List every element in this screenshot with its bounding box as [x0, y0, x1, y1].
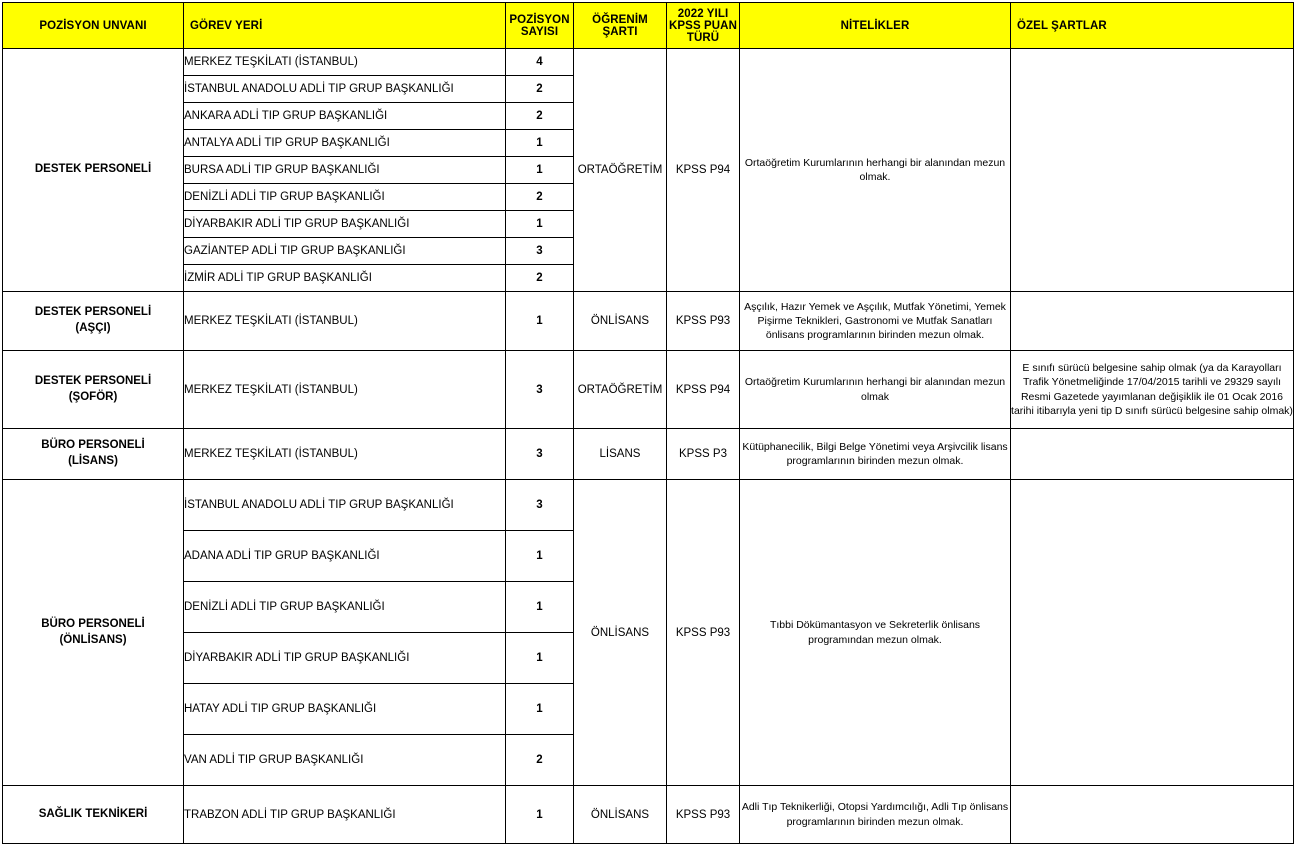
position-title-cell	[3, 480, 184, 786]
count-cell: 2	[506, 76, 574, 103]
table-body	[3, 49, 1294, 844]
workplace-cell: DİYARBAKIR ADLİ TIP GRUP BAŞKANLIĞI	[184, 211, 506, 238]
header-education: ÖĞRENİM ŞARTI	[574, 3, 667, 49]
header-kpss-line2: KPSS PUAN	[669, 19, 737, 32]
count-cell: 1	[506, 130, 574, 157]
workplace-cell: ANKARA ADLİ TIP GRUP BAŞKANLIĞI	[184, 103, 506, 130]
education-cell: ÖNLİSANS	[574, 480, 667, 786]
header-special-conditions: ÖZEL ŞARTLAR	[1011, 3, 1294, 49]
special-conditions-cell	[1011, 786, 1294, 844]
score-type-cell: KPSS P94	[667, 351, 740, 429]
position-title-line1: SAĞLIK TEKNİKERİ	[38, 807, 148, 820]
table-row	[3, 292, 1294, 351]
header-kpss-line1: 2022 YILI	[677, 7, 729, 20]
education-cell: ORTAÖĞRETİM	[574, 49, 667, 292]
workplace-cell: İSTANBUL ANADOLU ADLİ TIP GRUP BAŞKANLIĞI	[184, 480, 506, 531]
score-type-cell: KPSS P93	[667, 292, 740, 351]
workplace-cell: ANTALYA ADLİ TIP GRUP BAŞKANLIĞI	[184, 130, 506, 157]
table-header	[3, 3, 1294, 49]
count-cell: 2	[506, 265, 574, 292]
count-cell: 1	[506, 786, 574, 844]
position-title-line1: BÜRO PERSONELİ	[41, 617, 145, 630]
count-cell: 1	[506, 582, 574, 633]
count-cell: 1	[506, 531, 574, 582]
workplace-cell: GAZİANTEP ADLİ TIP GRUP BAŞKANLIĞI	[184, 238, 506, 265]
count-cell: 2	[506, 184, 574, 211]
special-conditions-cell	[1011, 429, 1294, 480]
special-conditions-cell: E sınıfı sürücü belgesine sahip olmak (ya da Karayolları Trafik Yönetmeliğinde 17/04/2015 tarihli ve 29329 sayılı Resmi Gazetede yayımlanan değişiklik ile 01 Ocak 2016 tarihi itibarıyla yeni tip D sınıfı sürücü belgesine sahip olmak)	[1011, 351, 1294, 429]
header-row	[3, 3, 1294, 49]
position-title-line2: (AŞÇI)	[75, 322, 111, 334]
workplace-cell: BURSA ADLİ TIP GRUP BAŞKANLIĞI	[184, 157, 506, 184]
count-cell: 1	[506, 684, 574, 735]
workplace-cell: İZMİR ADLİ TIP GRUP BAŞKANLIĞI	[184, 265, 506, 292]
workplace-cell: MERKEZ TEŞKİLATI (İSTANBUL)	[184, 351, 506, 429]
header-position-title: POZİSYON UNVANI	[3, 3, 184, 49]
count-cell: 1	[506, 211, 574, 238]
header-kpss-score-type	[667, 3, 740, 49]
workplace-cell: MERKEZ TEŞKİLATI (İSTANBUL)	[184, 429, 506, 480]
table-row	[3, 429, 1294, 480]
position-title-cell	[3, 292, 184, 351]
workplace-cell: TRABZON ADLİ TIP GRUP BAŞKANLIĞI	[184, 786, 506, 844]
qualifications-cell: Tıbbi Dökümantasyon ve Sekreterlik önlisans programından mezun olmak.	[740, 480, 1011, 786]
count-cell: 3	[506, 238, 574, 265]
position-title-line2: (ÖNLİSANS)	[59, 633, 127, 646]
education-cell: ÖNLİSANS	[574, 292, 667, 351]
qualifications-cell: Adli Tıp Teknikerliği, Otopsi Yardımcılığı, Adli Tıp önlisans programlarının birinden mezun olmak.	[740, 786, 1011, 844]
header-qualifications: NİTELİKLER	[740, 3, 1011, 49]
workplace-cell: MERKEZ TEŞKİLATI (İSTANBUL)	[184, 292, 506, 351]
position-title-line1: DESTEK PERSONELİ	[34, 374, 152, 387]
count-cell: 1	[506, 633, 574, 684]
position-title-line2: (LİSANS)	[68, 455, 118, 467]
position-title-line1: DESTEK PERSONELİ	[34, 163, 152, 176]
count-cell: 4	[506, 49, 574, 76]
count-cell: 3	[506, 480, 574, 531]
count-cell: 2	[506, 735, 574, 786]
education-cell: LİSANS	[574, 429, 667, 480]
position-title-line2: (ŞOFÖR)	[68, 390, 118, 403]
workplace-cell: HATAY ADLİ TIP GRUP BAŞKANLIĞI	[184, 684, 506, 735]
positions-table	[2, 2, 1294, 844]
count-cell: 1	[506, 157, 574, 184]
count-cell: 1	[506, 292, 574, 351]
header-position-count-line2: SAYISI	[520, 25, 559, 38]
education-cell: ORTAÖĞRETİM	[574, 351, 667, 429]
score-type-cell: KPSS P3	[667, 429, 740, 480]
qualifications-cell: Ortaöğretim Kurumlarının herhangi bir alanından mezun olmak.	[740, 49, 1011, 292]
qualifications-cell: Kütüphanecilik, Bilgi Belge Yönetimi veya Arşivcilik lisans programlarının birinden mezun olmak.	[740, 429, 1011, 480]
position-title-line1: DESTEK PERSONELİ	[34, 306, 152, 319]
special-conditions-cell	[1011, 292, 1294, 351]
qualifications-cell: Aşçılık, Hazır Yemek ve Aşçılık, Mutfak Yönetimi, Yemek Pişirme Teknikleri, Gastronomi ve Mutfak Sanatları önlisans programlarının birinden mezun olmak.	[740, 292, 1011, 351]
table-row	[3, 351, 1294, 429]
workplace-cell: ADANA ADLİ TIP GRUP BAŞKANLIĞI	[184, 531, 506, 582]
score-type-cell: KPSS P93	[667, 480, 740, 786]
special-conditions-cell	[1011, 49, 1294, 292]
position-title-cell	[3, 49, 184, 292]
table-row	[3, 786, 1294, 844]
workplace-cell: VAN ADLİ TIP GRUP BAŞKANLIĞI	[184, 735, 506, 786]
table-row	[3, 480, 1294, 531]
score-type-cell: KPSS P94	[667, 49, 740, 292]
document-page	[0, 2, 1295, 854]
education-cell: ÖNLİSANS	[574, 786, 667, 844]
table-row	[3, 49, 1294, 76]
position-title-line1: BÜRO PERSONELİ	[41, 439, 145, 452]
count-cell: 3	[506, 351, 574, 429]
workplace-cell: DENİZLİ ADLİ TIP GRUP BAŞKANLIĞI	[184, 582, 506, 633]
position-title-cell	[3, 786, 184, 844]
qualifications-cell: Ortaöğretim Kurumlarının herhangi bir alanından mezun olmak	[740, 351, 1011, 429]
special-conditions-cell	[1011, 480, 1294, 786]
workplace-cell: İSTANBUL ANADOLU ADLİ TIP GRUP BAŞKANLIĞI	[184, 76, 506, 103]
workplace-cell: DENİZLİ ADLİ TIP GRUP BAŞKANLIĞI	[184, 184, 506, 211]
position-title-cell	[3, 429, 184, 480]
header-position-count-line1: POZİSYON	[509, 13, 570, 26]
count-cell: 2	[506, 103, 574, 130]
header-kpss-line3: TÜRÜ	[686, 31, 720, 44]
position-title-cell	[3, 351, 184, 429]
header-position-count	[506, 3, 574, 49]
count-cell: 3	[506, 429, 574, 480]
score-type-cell: KPSS P93	[667, 786, 740, 844]
workplace-cell: DİYARBAKIR ADLİ TIP GRUP BAŞKANLIĞI	[184, 633, 506, 684]
header-workplace: GÖREV YERİ	[184, 3, 506, 49]
workplace-cell: MERKEZ TEŞKİLATI (İSTANBUL)	[184, 49, 506, 76]
